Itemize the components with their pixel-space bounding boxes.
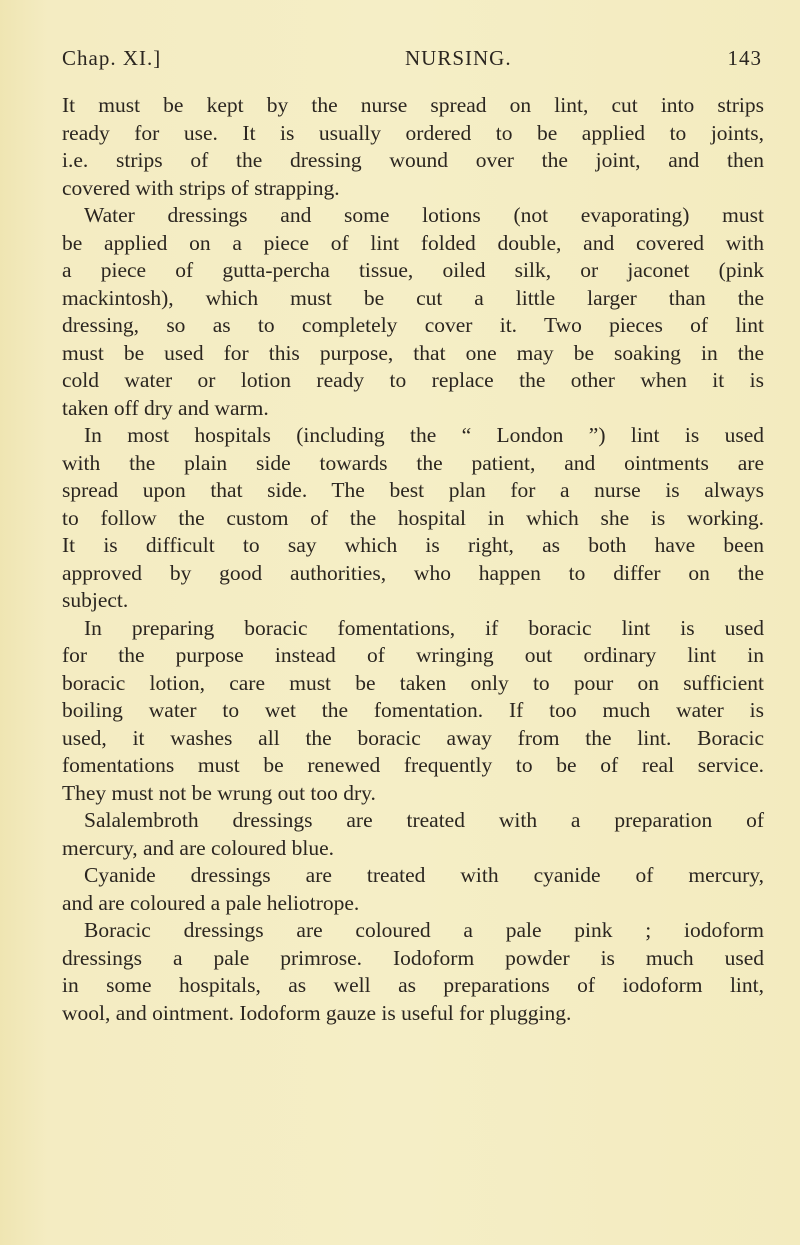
text-line: dressing, so as to completely cover it. Two pieces of lint [62, 313, 764, 337]
text-line: wool, and ointment. Iodoform gauze is useful for plugging. [62, 1000, 572, 1025]
text-line: In preparing boracic fomentations, if boracic lint is used [84, 615, 764, 640]
text-line: and are coloured a pale heliotrope. [62, 890, 360, 915]
text-line: taken off dry and warm. [62, 395, 269, 420]
text-line: boiling water to wet the fomentation. If too much water is [62, 698, 764, 722]
text-line: with the plain side towards the patient, and ointments are [62, 450, 764, 475]
text-line: fomentations must be renewed frequently to be of real service. [62, 753, 764, 777]
text-line: spread upon that side. The best plan for a nurse is always [62, 478, 764, 502]
chapter-label: Chap. XI.] [62, 46, 162, 70]
text-line: approved by good authorities, who happen to differ on the [62, 560, 764, 585]
text-line: It must be kept by the nurse spread on lint, cut into strips [62, 93, 764, 117]
text-line: be applied on a piece of lint folded double, and covered with [62, 230, 764, 255]
text-line: cold water or lotion ready to replace the other when it is [62, 368, 764, 392]
text-line: must be used for this purpose, that one may be soaking in the [62, 340, 764, 365]
running-title: NURSING. [405, 46, 512, 70]
text-line: They must not be wrung out too dry. [62, 780, 376, 805]
text-line: Salalembroth dressings are treated with a preparation of [84, 808, 764, 832]
running-head [62, 46, 762, 74]
text-line: mackintosh), which must be cut a little larger than the [62, 285, 764, 310]
text-line: dressings a pale primrose. Iodoform powder is much used [62, 945, 764, 970]
text-line: ready for use. It is usually ordered to be applied to joints, [62, 120, 764, 145]
text-line: Cyanide dressings are treated with cyanide of mercury, [84, 863, 764, 887]
text-line: It is difficult to say which is right, as both have been [62, 533, 764, 557]
text-line: boracic lotion, care must be taken only to pour on sufficient [62, 670, 764, 695]
text-line: mercury, and are coloured blue. [62, 835, 335, 860]
text-line: covered with strips of strapping. [62, 175, 340, 200]
text-line: Water dressings and some lotions (not evaporating) must [84, 203, 764, 227]
page-number: 143 [727, 46, 762, 70]
text-line: Boracic dressings are coloured a pale pink ; iodoform [84, 918, 764, 942]
text-line: subject. [62, 588, 129, 612]
text-line: In most hospitals (including the “ London ”) lint is used [84, 423, 764, 447]
text-line: a piece of gutta-percha tissue, oiled silk, or jaconet (pink [62, 258, 764, 282]
body-text [62, 92, 764, 1027]
text-line: for the purpose instead of wringing out ordinary lint in [62, 643, 764, 667]
text-line: i.e. strips of the dressing wound over the joint, and then [62, 148, 764, 172]
text-line: in some hospitals, as well as preparations of iodoform lint, [62, 973, 764, 997]
text-line: used, it washes all the boracic away from the lint. Boracic [62, 725, 764, 750]
text-line: to follow the custom of the hospital in which she is working. [62, 505, 764, 530]
